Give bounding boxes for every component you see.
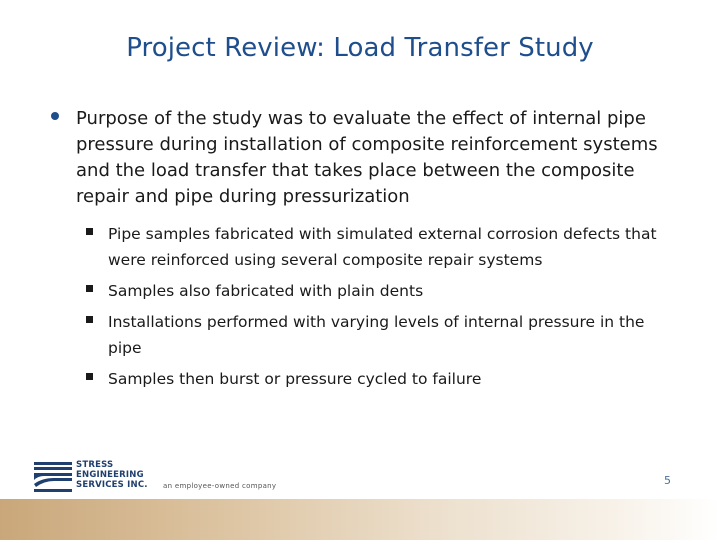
main-bullet-text: Purpose of the study was to evaluate the effect of internal pipe pressure during installation of composite reinforcement systems and the load transfer that takes place between the composite repair and pipe during pressurization [76, 108, 658, 207]
sub-bullet-text: Samples also fabricated with plain dents [108, 282, 424, 300]
square-bullet-icon [86, 285, 93, 292]
logo-stripes-icon [34, 462, 72, 492]
square-bullet-icon [86, 373, 93, 380]
logo-line: ENGINEERING [76, 470, 144, 480]
sub-bullet [86, 366, 690, 392]
company-logo [34, 460, 164, 494]
sub-bullet-text: Installations performed with varying levels of internal pressure in the pipe [108, 313, 645, 357]
square-bullet-icon [86, 228, 93, 235]
round-bullet-icon [51, 112, 59, 120]
page-number: 5 [664, 474, 671, 487]
square-bullet-icon [86, 316, 93, 323]
sub-bullet [86, 278, 690, 304]
slide-title: Project Review: Load Transfer Study [126, 33, 594, 63]
footer-gradient-bar [0, 499, 720, 540]
logo-wordmark [76, 460, 148, 490]
slide-body [50, 106, 690, 397]
main-bullet [50, 106, 690, 210]
sub-bullet-list [50, 221, 690, 392]
sub-bullet-text: Samples then burst or pressure cycled to failure [108, 370, 482, 388]
logo-line: STRESS [76, 460, 114, 470]
company-tagline: an employee-owned company [163, 482, 277, 490]
sub-bullet [86, 221, 690, 273]
sub-bullet [86, 309, 690, 361]
sub-bullet-text: Pipe samples fabricated with simulated external corrosion defects that were reinforced using several composite repair systems [108, 225, 657, 269]
logo-line: SERVICES INC. [76, 480, 148, 490]
